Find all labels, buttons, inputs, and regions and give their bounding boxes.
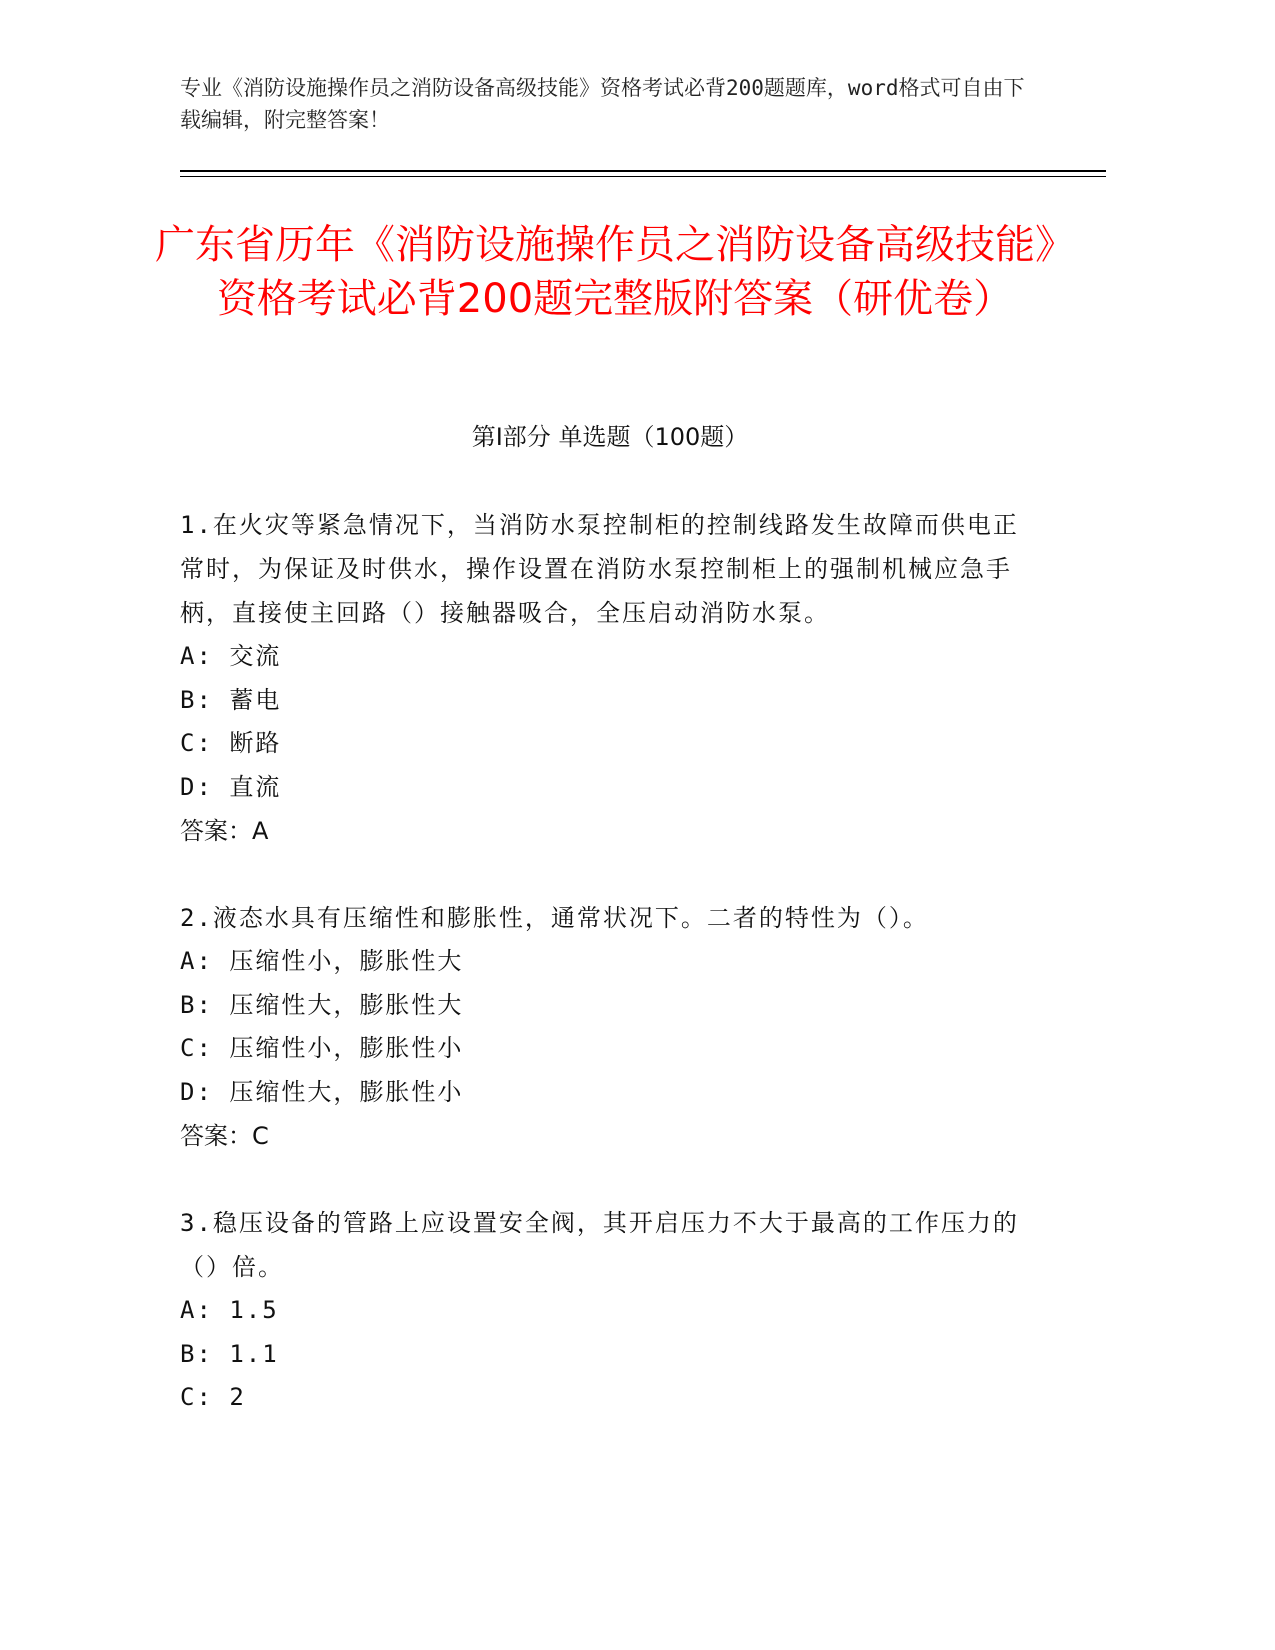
question-stem: 3.稳压设备的管路上应设置安全阀，其开启压力不大于最高的工作压力的（）倍。 [180, 1209, 1019, 1281]
answer: 答案：A [180, 817, 269, 845]
option-a: A: 1.5 [180, 1296, 279, 1324]
option-b: B: 压缩性大，膨胀性大 [180, 990, 464, 1019]
option-c: C: 压缩性小，膨胀性小 [180, 1034, 464, 1062]
option-b: B: 1.1 [180, 1339, 279, 1368]
question-stem: 2.液态水具有压缩性和膨胀性，通常状况下。二者的特性为（）。 [180, 904, 929, 932]
answer: 答案：C [180, 1122, 269, 1150]
option-a: A: 交流 [180, 642, 282, 670]
header-rule-thin [180, 176, 1106, 177]
section-title: 第Ⅰ部分 单选题（100题） [471, 423, 749, 451]
header-note: 专业《消防设施操作员之消防设备高级技能》资格考试必背200题题库，word格式可自由下载编辑，附完整答案！ [180, 76, 1025, 132]
option-a: A: 压缩性小，膨胀性大 [180, 947, 464, 975]
option-d: D: 压缩性大，膨胀性小 [180, 1077, 464, 1106]
question-list [180, 503, 1020, 1463]
document-title: 广东省历年《消防设施操作员之消防设备高级技能》资格考试必背200题完整版附答案（研优卷） [155, 222, 1075, 322]
option-c: C: 断路 [180, 729, 282, 757]
option-c: C: 2 [180, 1383, 246, 1411]
question-2 [180, 896, 1020, 1158]
header-rule-thick [180, 170, 1106, 172]
question-3 [180, 1201, 1020, 1420]
option-b: B: 蓄电 [180, 685, 282, 714]
option-d: D: 直流 [180, 772, 282, 801]
question-stem: 1.在火灾等紧急情况下，当消防水泵控制柜的控制线路发生故障而供电正常时，为保证及时供水，操作设置在消防水泵控制柜上的强制机械应急手柄，直接使主回路（）接触器吸合，全压启动消防水泵。 [180, 511, 1019, 627]
question-1 [180, 503, 1020, 853]
